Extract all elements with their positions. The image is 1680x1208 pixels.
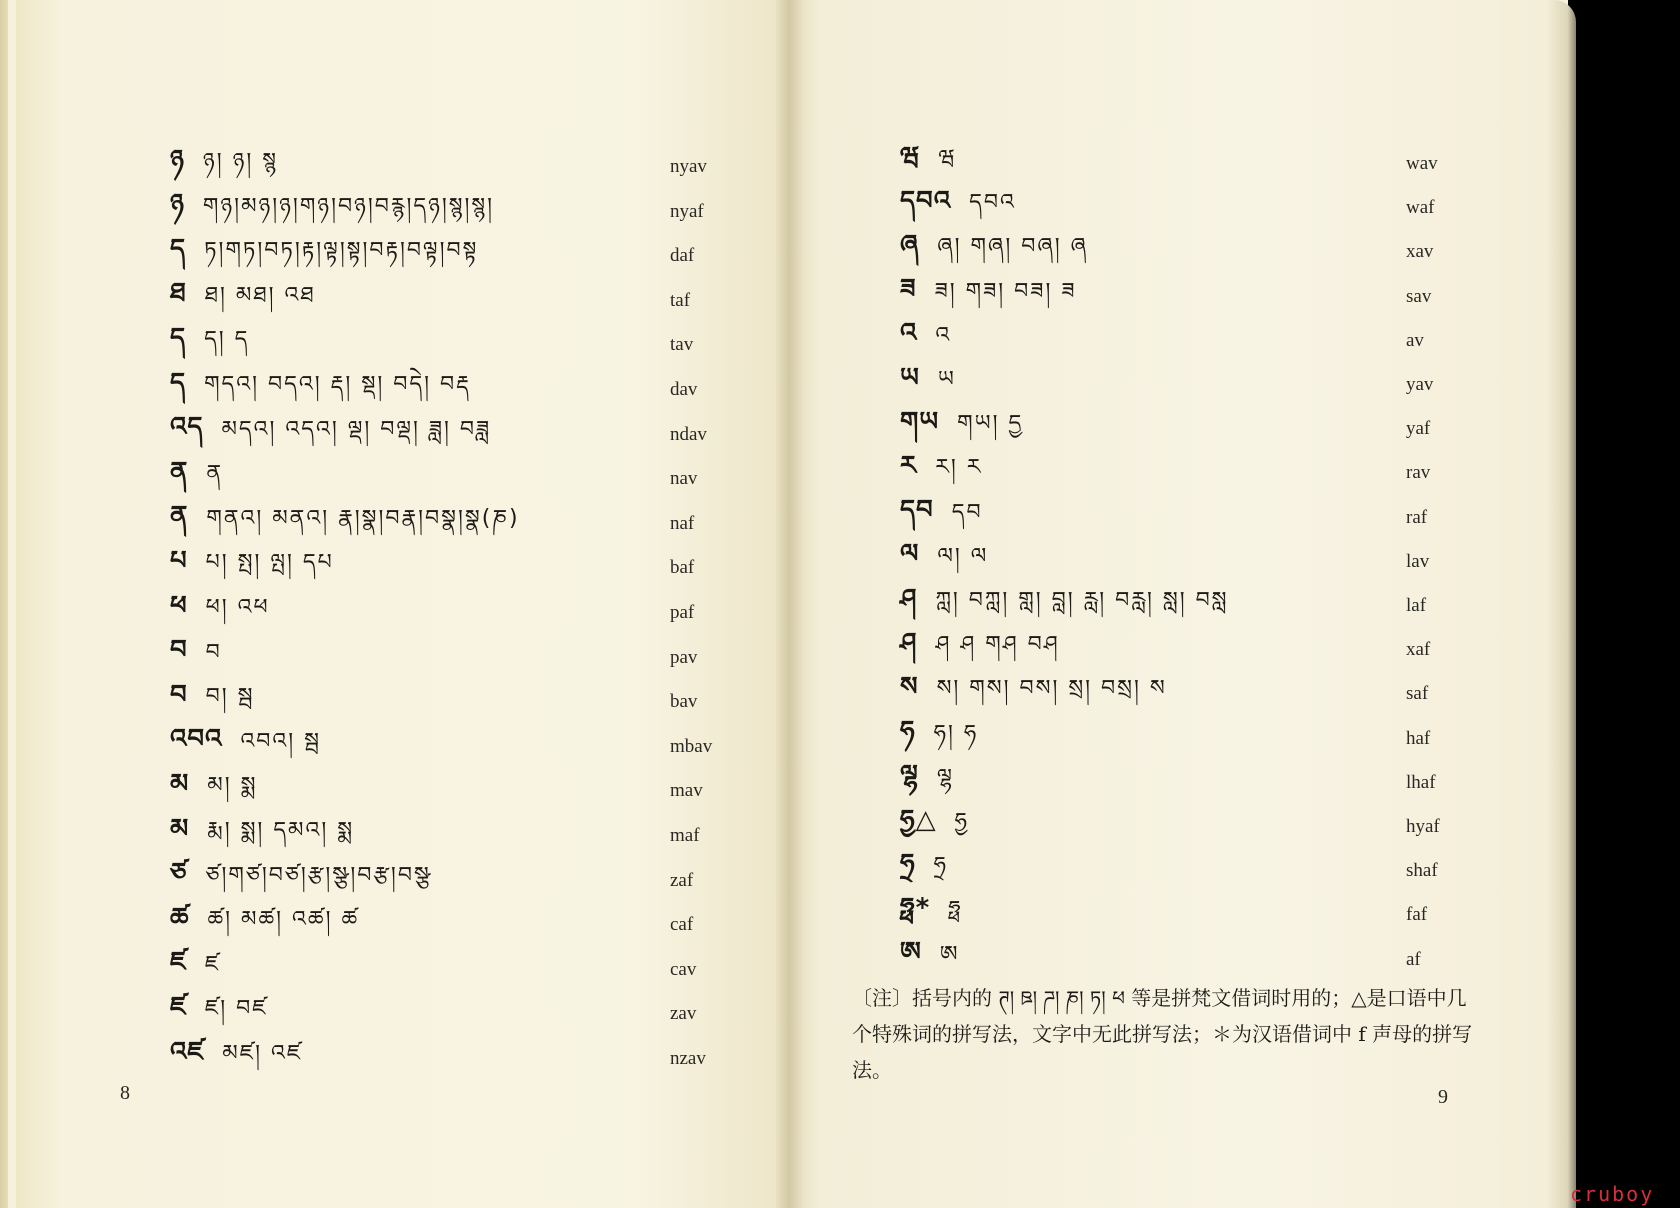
tibetan-initial: ད bbox=[170, 233, 187, 264]
tibetan-initial: ཛ bbox=[170, 991, 187, 1022]
tibetan-spellings: ལྷ bbox=[936, 764, 954, 790]
tibetan-spellings: དབ bbox=[951, 499, 983, 525]
book-gutter bbox=[776, 0, 802, 1208]
tibetan-spellings: ལ། ལ bbox=[937, 543, 989, 569]
tibetan-spellings: པ། སྤ། ལྤ། དཔ bbox=[205, 550, 334, 576]
tibetan-spellings: འ bbox=[935, 322, 952, 348]
latin-transcription: haf bbox=[1406, 727, 1431, 749]
table-row bbox=[170, 1037, 730, 1081]
table-row bbox=[900, 672, 1460, 716]
table-row bbox=[900, 805, 1460, 849]
tibetan-initial: ཛ bbox=[170, 947, 187, 978]
tibetan-spellings: ར། ར bbox=[935, 455, 983, 481]
latin-transcription: paf bbox=[670, 602, 695, 623]
tibetan-spellings: ཤ ཤ གཤ བཤ bbox=[935, 632, 1060, 658]
latin-transcription: zaf bbox=[670, 869, 694, 891]
table-row bbox=[900, 275, 1460, 319]
tibetan-spellings: ས། གས། བས། སྲ། བསྲ། ས bbox=[936, 676, 1167, 702]
tibetan-spellings: མ། སྨ bbox=[207, 773, 258, 799]
tibetan-spellings: ཙ།གཙ།བཙ།རྩ།སྩ།བརྩ།བསྩ bbox=[205, 862, 432, 888]
tibetan-initial: ཝ bbox=[900, 141, 921, 172]
latin-transcription: nyav bbox=[670, 156, 707, 177]
tibetan-spellings: ཚ། མཚ། འཚ། ཚ bbox=[207, 907, 360, 933]
latin-transcription: dav bbox=[670, 379, 698, 400]
latin-transcription: hyaf bbox=[1406, 816, 1440, 837]
tibetan-spellings: ཨ bbox=[939, 941, 960, 967]
tibetan-initial: ཨ bbox=[900, 937, 922, 968]
tibetan-initial: ལྷ bbox=[900, 760, 919, 791]
page-number-left: 8 bbox=[120, 1082, 130, 1104]
table-row bbox=[170, 591, 730, 635]
table-row bbox=[170, 413, 730, 457]
tibetan-spellings: གཉ།མཉ།ཉ།གཉ།བཉ།བརྙ།དཉ།སྙ།སྙ། bbox=[202, 193, 495, 219]
watermark: cruboy bbox=[1570, 1182, 1655, 1206]
latin-transcription: lav bbox=[1406, 550, 1430, 572]
tibetan-initial: ར bbox=[900, 450, 918, 481]
tibetan-spellings: ཧ། ཧ bbox=[933, 720, 979, 746]
tibetan-initial: ཕ bbox=[170, 590, 188, 621]
tibetan-spellings: ཛ། བཛ bbox=[204, 996, 268, 1022]
tibetan-initial: ན bbox=[170, 456, 189, 487]
latin-transcription: nyaf bbox=[670, 200, 704, 222]
tibetan-initial: ཤ bbox=[900, 583, 918, 614]
latin-transcription: sav bbox=[1406, 285, 1432, 307]
table-row bbox=[900, 319, 1460, 363]
tibetan-initial: ཙ bbox=[170, 858, 188, 889]
tibetan-initial: ཧ bbox=[900, 716, 916, 747]
tibetan-spellings: བ། སྦ bbox=[205, 684, 255, 710]
table-row bbox=[900, 893, 1460, 937]
tibetan-spellings: ཡ bbox=[937, 367, 956, 392]
tibetan-initial: ཚ bbox=[170, 902, 190, 933]
tibetan-spellings: ཞ། གཞ། བཞ། ཞ bbox=[937, 234, 1089, 260]
latin-transcription: raf bbox=[1406, 506, 1428, 528]
tibetan-spellings: གཡ། དྱ bbox=[957, 411, 1024, 437]
latin-transcription: waf bbox=[1406, 197, 1435, 219]
tibetan-spellings: ཧྲ bbox=[933, 853, 948, 879]
latin-transcription: mbav bbox=[670, 735, 713, 757]
table-row bbox=[900, 717, 1460, 761]
latin-transcription: tav bbox=[670, 334, 694, 356]
latin-transcription: caf bbox=[670, 914, 694, 936]
tibetan-spellings: ཛ bbox=[204, 951, 221, 977]
tibetan-initial: དབ bbox=[900, 495, 934, 526]
table-row bbox=[900, 451, 1460, 495]
latin-transcription: taf bbox=[670, 289, 691, 311]
tibetan-initial: ཡ bbox=[900, 362, 920, 393]
latin-transcription: maf bbox=[670, 825, 700, 846]
latin-transcription: lhaf bbox=[1406, 771, 1436, 793]
page-edge bbox=[1548, 0, 1576, 1208]
latin-transcription: wav bbox=[1406, 153, 1438, 174]
tibetan-initial: འད bbox=[170, 412, 204, 443]
table-row bbox=[170, 279, 730, 323]
latin-transcription: cav bbox=[670, 958, 697, 980]
tibetan-spellings: ཝ bbox=[938, 146, 957, 171]
latin-transcription: af bbox=[1406, 948, 1421, 970]
tibetan-initial: ཟ bbox=[900, 274, 917, 305]
tibetan-initial: མ bbox=[170, 813, 190, 844]
tibetan-spellings: ཕ། འཕ bbox=[205, 595, 270, 620]
tibetan-spellings: མཛ། འཛ bbox=[222, 1041, 303, 1066]
tibetan-initial: བ bbox=[170, 635, 188, 666]
tibetan-spellings: ད། ད bbox=[204, 327, 250, 353]
tibetan-initial: ཧྱ△ bbox=[900, 804, 937, 835]
tibetan-initial: ད bbox=[170, 322, 187, 353]
latin-transcription: naf bbox=[670, 512, 695, 534]
latin-transcription: av bbox=[1406, 329, 1424, 351]
tibetan-initial: པ bbox=[170, 545, 188, 576]
tibetan-spellings: ཧྥ bbox=[948, 897, 963, 923]
latin-transcription: laf bbox=[1406, 595, 1427, 616]
latin-transcription: zav bbox=[670, 1003, 697, 1025]
page-number-right: 9 bbox=[1438, 1086, 1448, 1108]
tibetan-spellings: ཉ། ཉ། སྙ bbox=[202, 149, 278, 174]
latin-transcription: daf bbox=[670, 245, 695, 267]
tibetan-spellings: ཀླ། བཀླ། གླ། བླ། རླ། བརླ། སླ། བསླ bbox=[935, 588, 1229, 613]
tibetan-spellings: ཏ།གཏ།བཏ།རྟ།ལྟ།སྟ།བརྟ།བལྟ།བསྟ bbox=[204, 238, 479, 264]
tibetan-initial: ལ bbox=[900, 539, 920, 570]
tibetan-spellings: ཐ། མཐ། འཐ bbox=[204, 282, 316, 308]
tibetan-spellings: ན bbox=[206, 461, 224, 487]
tibetan-initial: ཧྥ* bbox=[900, 892, 931, 923]
tibetan-initial: བ bbox=[170, 679, 188, 710]
latin-transcription: nzav bbox=[670, 1048, 706, 1069]
tibetan-initial: ད bbox=[170, 367, 187, 398]
tibetan-spellings: གནའ། མནའ། རྣ།སྣ།བརྣ།བསྣ།སྣ(ཎ) bbox=[206, 505, 520, 531]
latin-transcription: rav bbox=[1406, 462, 1431, 484]
tibetan-initial: ཐ bbox=[170, 278, 187, 309]
footnote: 〔注〕括号内的 ཊ། ཋ། ཌ། ཎ། ཏ། ཕ 等是拼梵文借词时用的；△是口语中几个特殊词的拼写法，文字中无此拼写法；＊为汉语借词中 f 声母的拼写法。 bbox=[852, 986, 1473, 1082]
tibetan-initial: ཉ bbox=[170, 144, 185, 175]
latin-transcription: ndav bbox=[670, 423, 707, 445]
tibetan-initial: འབའ bbox=[170, 724, 223, 755]
tibetan-spellings: ཟ། གཟ། བཟ། ཟ bbox=[934, 278, 1077, 304]
tibetan-spellings: དབའ bbox=[969, 190, 1016, 216]
tibetan-initial: ས bbox=[900, 671, 919, 702]
latin-transcription: pav bbox=[670, 646, 698, 668]
tibetan-initial: མ bbox=[170, 768, 190, 799]
latin-transcription: yaf bbox=[1406, 418, 1431, 440]
tibetan-initial: འཛ bbox=[170, 1036, 205, 1067]
table-row bbox=[900, 849, 1460, 893]
latin-transcription: baf bbox=[670, 557, 695, 579]
tibetan-initial: གཡ bbox=[900, 406, 940, 437]
latin-transcription: saf bbox=[1406, 683, 1429, 705]
latin-transcription: shaf bbox=[1406, 860, 1438, 882]
tibetan-spellings: འབའ། སྦ bbox=[240, 728, 321, 754]
tibetan-initial: འ bbox=[900, 318, 918, 349]
table-row bbox=[900, 407, 1460, 451]
latin-transcription: mav bbox=[670, 780, 703, 802]
tibetan-initial: དབའ bbox=[900, 185, 952, 216]
tibetan-spellings: མདའ། འདའ། ལྡ། བལྡ། ཟླ། བཟླ bbox=[221, 416, 492, 442]
table-row bbox=[900, 761, 1460, 805]
latin-transcription: yav bbox=[1406, 374, 1434, 395]
latin-transcription: xaf bbox=[1406, 639, 1431, 661]
latin-transcription: bav bbox=[670, 691, 698, 713]
latin-transcription: xav bbox=[1406, 241, 1434, 263]
table-row bbox=[900, 938, 1460, 982]
tibetan-initial: ཤ bbox=[900, 627, 918, 658]
latin-transcription: faf bbox=[1406, 904, 1428, 926]
table-row bbox=[170, 903, 730, 947]
tibetan-spellings: ཧྱ bbox=[954, 809, 969, 834]
tibetan-spellings: རྨ། སྨ། དམའ། སྨ bbox=[207, 818, 355, 843]
tibetan-initial: ཞ bbox=[900, 229, 920, 260]
latin-transcription: nav bbox=[670, 468, 698, 490]
tibetan-initial: ཉ bbox=[170, 189, 185, 220]
tibetan-initial: ཧྲ bbox=[900, 848, 916, 879]
tibetan-initial: ན bbox=[170, 501, 189, 532]
tibetan-spellings: གདའ། བདའ། རྡ། སྡ། བདེ། བརྡ bbox=[204, 372, 471, 397]
tibetan-spellings: བ bbox=[205, 639, 222, 665]
